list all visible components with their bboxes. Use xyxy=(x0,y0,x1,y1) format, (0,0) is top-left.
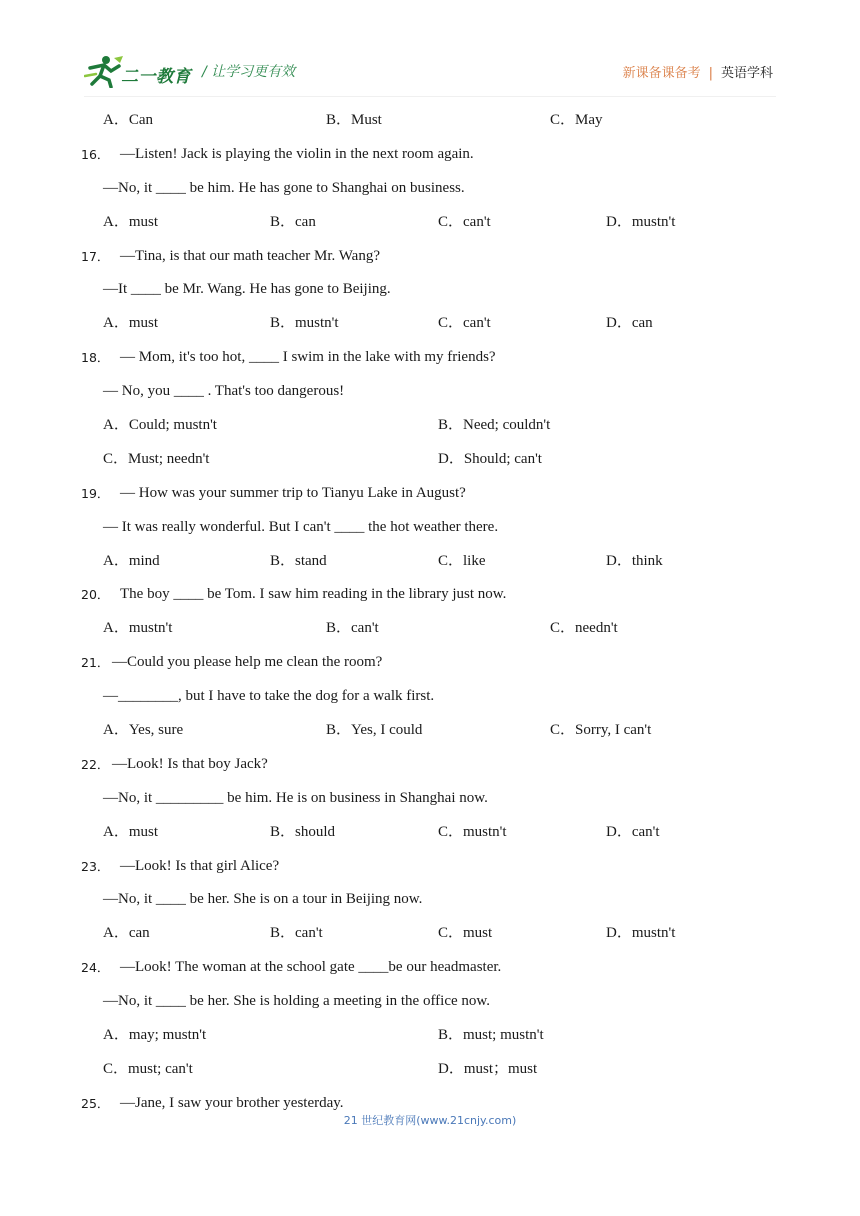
option-d: D．mustn't xyxy=(606,925,676,942)
dialogue-line xyxy=(0,172,860,206)
header-subject: 英语学科 xyxy=(720,66,773,81)
option-c: C．can't xyxy=(438,213,491,230)
header-divider xyxy=(84,96,776,97)
option-b: B．stand xyxy=(270,552,327,569)
dialogue-line xyxy=(0,883,860,917)
option-d: D．think xyxy=(606,552,663,569)
logo xyxy=(84,54,196,88)
question-stem xyxy=(0,748,860,782)
option-c: C．must xyxy=(438,925,493,942)
question-number: 23． xyxy=(81,858,110,874)
option-a: A．Yes, sure xyxy=(103,722,184,739)
page-header xyxy=(0,0,860,100)
option-d: D．can xyxy=(606,315,653,332)
dialogue-line xyxy=(0,680,860,714)
option-b: B．can xyxy=(270,213,316,230)
answer-options xyxy=(0,307,860,341)
option-left: A．may; mustn't xyxy=(103,1027,207,1044)
question-text: — How was your summer trip to Tianyu Lake in August? xyxy=(120,484,466,501)
question-number: 24． xyxy=(81,960,110,976)
question-number: 16． xyxy=(81,146,110,162)
option-right: B．must; mustn't xyxy=(438,1027,544,1044)
option-left: C．Must; needn't xyxy=(103,450,210,467)
dialogue-line xyxy=(0,782,860,816)
option-b: B．mustn't xyxy=(270,315,339,332)
answer-options xyxy=(0,1019,860,1053)
answer-options xyxy=(0,714,860,748)
dialogue-text: —No, it _________ be him. He is on business in Shanghai now. xyxy=(103,789,488,806)
option-b: B．Must xyxy=(326,112,382,128)
answer-options xyxy=(0,917,860,951)
option-b: B．should xyxy=(270,823,336,840)
option-a: A．must xyxy=(103,823,159,840)
header-course: 新课备课备考 xyxy=(622,66,701,81)
answer-options xyxy=(0,409,860,443)
option-c: C．mustn't xyxy=(438,823,507,840)
question-stem xyxy=(0,646,860,680)
dialogue-text: — It was really wonderful. But I can't ____ the hot weather there. xyxy=(103,518,499,535)
option-d: D．mustn't xyxy=(606,213,676,230)
option-right: D．Should; can't xyxy=(438,450,542,467)
question-number: 18． xyxy=(81,350,110,366)
question-text: — Mom, it's too hot, ____ I swim in the lake with my friends? xyxy=(120,349,496,366)
dialogue-line xyxy=(0,985,860,1019)
header-right xyxy=(623,62,773,81)
option-left: C．must; can't xyxy=(103,1060,193,1077)
question-text: —Jane, I saw your brother yesterday. xyxy=(120,1094,344,1111)
question-stem xyxy=(0,578,860,612)
dialogue-text: —No, it ____ be her. She is on a tour in Beijing now. xyxy=(103,891,423,908)
option-a: A．must xyxy=(103,315,159,332)
option-right: D．must；must xyxy=(438,1060,538,1077)
question-stem xyxy=(0,850,860,884)
question-text: —Could you please help me clean the room? xyxy=(112,654,383,671)
question-number: 21． xyxy=(81,655,110,671)
runner-logo-icon xyxy=(84,54,124,88)
option-a: A．Can xyxy=(103,112,153,128)
header-slogan: / 让学习更有效 xyxy=(202,64,296,80)
header-separator: | xyxy=(708,66,713,81)
answer-options xyxy=(0,545,860,579)
answer-options xyxy=(0,612,860,646)
option-d: D．can't xyxy=(606,823,660,840)
question-text: —Look! Is that girl Alice? xyxy=(120,857,280,874)
dialogue-line xyxy=(0,273,860,307)
option-b: B．can't xyxy=(270,925,323,942)
question-number: 22． xyxy=(81,756,110,772)
question-text: —Listen! Jack is playing the violin in the next room again. xyxy=(120,145,474,162)
option-c: C．like xyxy=(438,552,486,569)
option-c: C．needn't xyxy=(550,620,618,637)
answer-options xyxy=(0,443,860,477)
answer-options xyxy=(0,104,860,138)
question-stem xyxy=(0,138,860,172)
option-right: B．Need; couldn't xyxy=(438,417,551,434)
dialogue-text: —It ____ be Mr. Wang. He has gone to Beijing. xyxy=(103,281,391,298)
answer-options xyxy=(0,206,860,240)
question-list xyxy=(0,104,860,1121)
option-a: A．mind xyxy=(103,552,160,569)
dialogue-text: —No, it ____ be him. He has gone to Shanghai on business. xyxy=(103,179,465,196)
option-a: A．can xyxy=(103,925,150,942)
question-number: 17． xyxy=(81,248,110,264)
option-left: A．Could; mustn't xyxy=(103,417,217,434)
question-stem xyxy=(0,341,860,375)
answer-options xyxy=(0,816,860,850)
question-number: 25． xyxy=(81,1095,110,1111)
question-text: —Look! Is that boy Jack? xyxy=(112,755,268,772)
dialogue-line xyxy=(0,511,860,545)
question-stem xyxy=(0,951,860,985)
question-number: 19． xyxy=(81,485,110,501)
logo-text: 二一教育 xyxy=(121,67,191,87)
footer-source: 21 世纪教育网(www.21cnjy.com) xyxy=(343,1114,517,1127)
question-text: —Look! The woman at the school gate ____be our headmaster. xyxy=(120,959,502,976)
question-text: —Tina, is that our math teacher Mr. Wang? xyxy=(120,247,380,264)
dialogue-text: — No, you ____ . That's too dangerous! xyxy=(103,383,345,400)
option-a: A．mustn't xyxy=(103,620,173,637)
dialogue-line xyxy=(0,375,860,409)
question-stem xyxy=(0,240,860,274)
question-text: The boy ____ be Tom. I saw him reading in the library just now. xyxy=(120,586,507,603)
option-c: C．May xyxy=(550,112,603,128)
option-b: B．Yes, I could xyxy=(326,722,423,739)
option-a: A．must xyxy=(103,213,159,230)
question-number: 20． xyxy=(81,587,110,603)
dialogue-text: —No, it ____ be her. She is holding a meeting in the office now. xyxy=(103,993,491,1010)
answer-options xyxy=(0,1053,860,1087)
option-b: B．can't xyxy=(326,620,379,637)
option-c: C．Sorry, I can't xyxy=(550,722,652,739)
option-c: C．can't xyxy=(438,315,491,332)
dialogue-text: —________, but I have to take the dog for a walk first. xyxy=(103,688,435,705)
question-stem xyxy=(0,477,860,511)
